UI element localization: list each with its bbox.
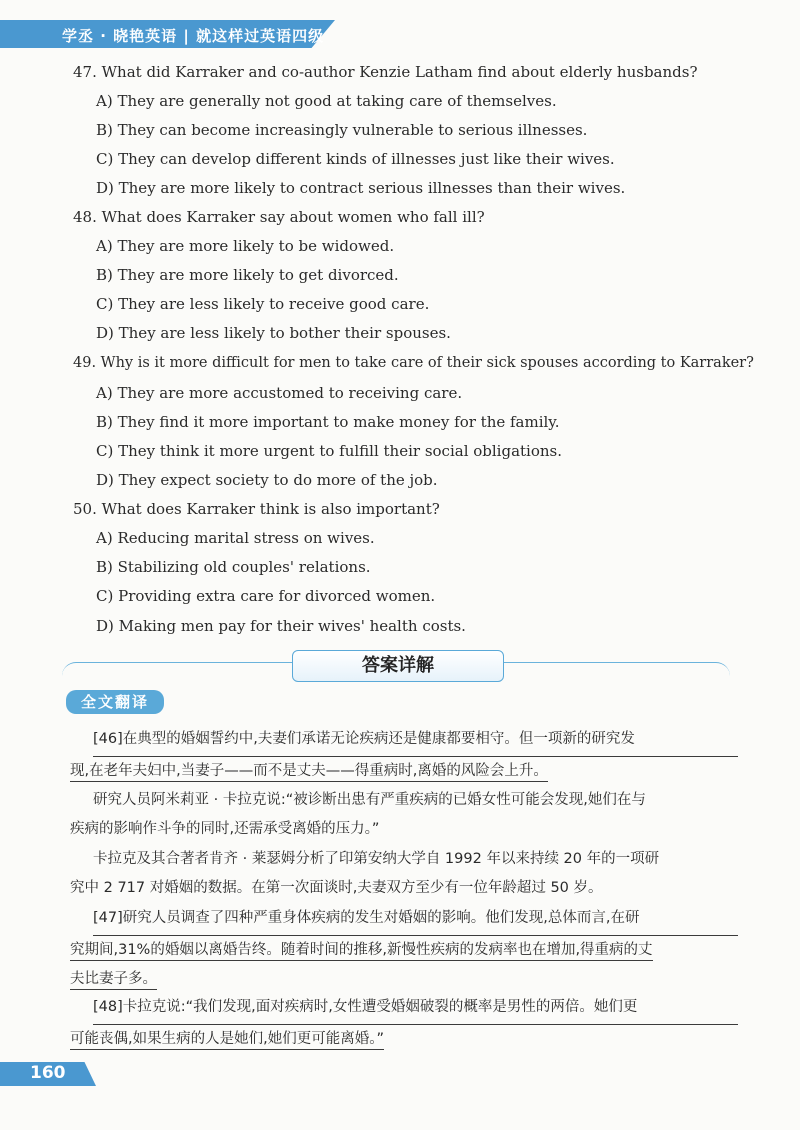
question-49-option-a: A) They are more accustomed to receiving care.: [96, 384, 463, 402]
question-49-option-d: D) They expect society to do more of the job.: [96, 471, 438, 489]
question-50-option-a: A) Reducing marital stress on wives.: [96, 529, 375, 547]
question-50-option-c: C) Providing extra care for divorced women.: [96, 587, 436, 605]
paragraph-line: 疾病的影响作斗争的同时,还需承受离婚的压力。”: [70, 821, 380, 837]
question-49-stem: 49. Why is it more difficult for men to take care of their sick spouses according to Karraker?: [73, 355, 754, 371]
translation-paragraph-2: [70, 786, 738, 844]
paragraph-line: [46]在典型的婚姻誓约中,夫妻们承诺无论疾病还是健康都要相守。但一项新的研究发: [93, 725, 738, 757]
question-47-stem: 47. What did Karraker and co-author Kenzie Latham find about elderly husbands?: [73, 63, 698, 81]
translation-paragraph-3: [70, 845, 738, 903]
question-50-stem: 50. What does Karraker think is also important?: [73, 500, 440, 518]
question-48-stem: 48. What does Karraker say about women who fall ill?: [73, 208, 485, 226]
question-48-option-b: B) They are more likely to get divorced.: [96, 266, 399, 284]
paragraph-line: 究期间,31%的婚姻以离婚告终。随着时间的推移,新慢性疾病的发病率也在增加,得重病的丈: [70, 942, 653, 961]
translation-paragraph-46: [70, 725, 738, 786]
question-48-option-c: C) They are less likely to receive good care.: [96, 295, 430, 313]
translation-paragraph-47: [70, 904, 738, 994]
paragraph-line: 现,在老年夫妇中,当妻子——而不是丈夫——得重病时,离婚的风险会上升。: [70, 763, 548, 782]
paragraph-line: 夫比妻子多。: [70, 971, 157, 990]
paragraph-line: [47]研究人员调查了四种严重身体疾病的发生对婚姻的影响。他们发现,总体而言,在研: [93, 904, 738, 936]
question-48-option-a: A) They are more likely to be widowed.: [96, 237, 395, 255]
answer-banner: 答案详解: [292, 650, 504, 682]
page-number: 160: [30, 1063, 66, 1083]
question-49-option-b: B) They find it more important to make money for the family.: [96, 413, 560, 431]
question-47-option-a: A) They are generally not good at taking care of themselves.: [96, 92, 557, 110]
question-50-option-b: B) Stabilizing old couples' relations.: [96, 558, 371, 576]
question-50-option-d: D) Making men pay for their wives' health costs.: [96, 617, 466, 635]
paragraph-line: 可能丧偶,如果生病的人是她们,她们更可能离婚。”: [70, 1031, 384, 1050]
question-48-option-d: D) They are less likely to bother their spouses.: [96, 324, 451, 342]
question-47-option-b: B) They can become increasingly vulnerable to serious illnesses.: [96, 121, 588, 139]
paragraph-line: 研究人员阿米莉亚 · 卡拉克说:“被诊断出患有严重疾病的已婚女性可能会发现,她们在与: [93, 792, 646, 808]
question-49-option-c: C) They think it more urgent to fulfill their social obligations.: [96, 442, 563, 460]
translation-paragraph-48: [70, 993, 738, 1054]
translation-tag: 全文翻译: [66, 690, 164, 714]
question-47-option-c: C) They can develop different kinds of illnesses just like their wives.: [96, 150, 615, 168]
header-title: 学丞 · 晓艳英语 | 就这样过英语四级: [62, 27, 325, 45]
paragraph-line: 卡拉克及其合著者肯齐 · 莱瑟姆分析了印第安纳大学自 1992 年以来持续 20 年的一项研: [93, 851, 660, 867]
paragraph-line: 究中 2 717 对婚姻的数据。在第一次面谈时,夫妻双方至少有一位年龄超过 50 岁。: [70, 880, 603, 896]
paragraph-line: [48]卡拉克说:“我们发现,面对疾病时,女性遭受婚姻破裂的概率是男性的两倍。她们更: [93, 993, 738, 1025]
question-47-option-d: D) They are more likely to contract serious illnesses than their wives.: [96, 179, 626, 197]
